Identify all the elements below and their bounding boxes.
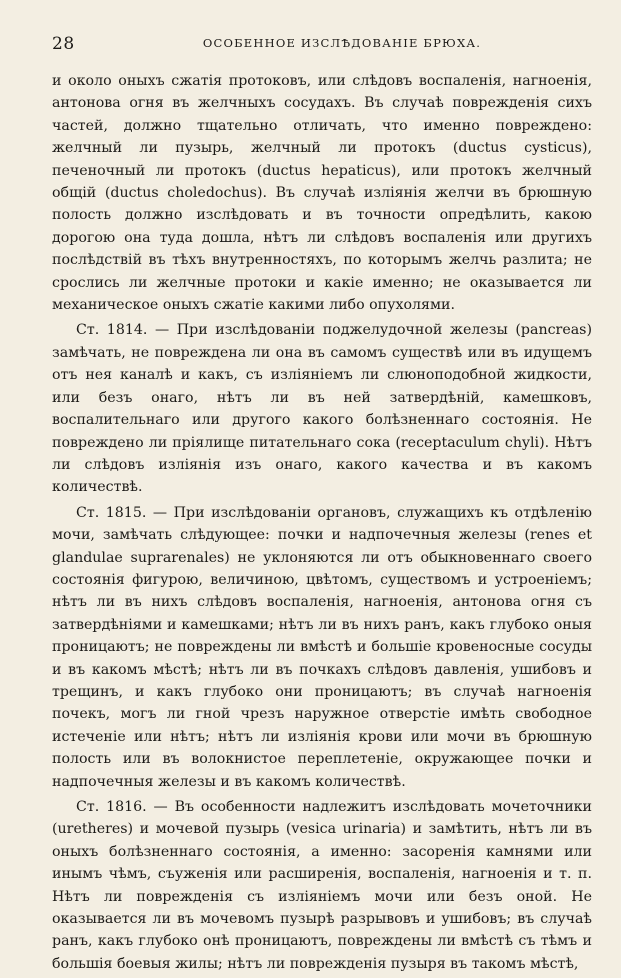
running-head: ОСОБЕННОЕ ИЗСЛѢДОВАНІЕ БРЮХА. xyxy=(202,36,482,50)
body-text xyxy=(52,70,592,975)
paragraph-article-1815: Ст. 1815. — При изслѣдованіи органовъ, служащихъ къ отдѣленію мочи, замѣчать слѣдующее: почки и надпочечныя железы (renes et glandulae suprarenales) не уклоняются ли отъ обыкновеннаго своего состоянія фигурою, величиною, цвѣтомъ, существомъ и устроеніемъ; нѣтъ ли въ нихъ слѣдовъ воспаленія, нагноенія, антонова огня съ затвердѣніями и камешками; нѣтъ ли въ нихъ ранъ, какъ глубоко оныя проницаютъ; не повреждены ли вмѣстѣ и большіе кровеносные сосуды и въ какомъ мѣстѣ; нѣтъ ли въ почкахъ слѣдовъ давленія, ушибовъ и трещинъ, и какъ глубоко они проницаютъ; въ случаѣ нагноенія почекъ, могъ ли гной чрезъ наружное отверстіе имѣть свободное истеченіе или нѣтъ; нѣтъ ли изліянія крови или мочи въ брюшную полость или въ волокнистое переплетеніе, окружающее почки и надпочечныя железы и въ какомъ количествѣ. xyxy=(52,504,592,790)
paragraph-continuation: и около оныхъ сжатія протоковъ, или слѣдовъ воспаленія, нагноенія, антонова огня въ желчныхъ сосудахъ. Въ случаѣ поврежденія сихъ частей, должно тщательно отличать, что именно повреждено: желчный ли пузырь, желчный ли протокъ (ductus cysticus), печеночный ли протокъ (ductus hepaticus), или протокъ желчный общій (ductus choledochus). Въ случаѣ изліянія желчи въ брюшную полость должно изслѣдовать и въ точности опредѣлить, какою дорогою она туда дошла, нѣтъ ли слѣдовъ воспаленія или другихъ послѣдствій въ тѣхъ внутренностяхъ, по которымъ желчь разлита; не срослись ли желчные протоки и какіе именно; не оказывается ли механическое оныхъ сжатіе какими либо опухолями. xyxy=(52,73,592,314)
page-number: 28 xyxy=(52,34,75,54)
book-page xyxy=(52,34,592,978)
paragraph-article-1814: Ст. 1814. — При изслѣдованіи поджелудочной железы (pancreas) замѣчать, не повреждена ли она въ самомъ существѣ или въ идущемъ отъ нея каналѣ и какъ, съ изліяніемъ ли слюноподобной жидкости, или безъ онаго, нѣтъ ли въ ней затвердѣній, камешковъ, воспалительнаго или другого какого болѣзненнаго состоянія. Не повреждено ли пріялище питательнаго сока (receptaculum chyli). Нѣтъ ли слѣдовъ изліянія изъ онаго, какого качества и въ какомъ количествѣ. xyxy=(52,322,592,496)
paragraph-article-1816: Ст. 1816. — Въ особенности надлежитъ изслѣдовать мочеточники (uretheres) и мочевой пузырь (vesica urinaria) и замѣтить, нѣтъ ли въ оныхъ болѣзненнаго состоянія, а именно: засоренія камнями или инымъ чѣмъ, съуженія или расширенія, воспаленія, нагноенія и т. п. Нѣтъ ли поврежденія съ изліяніемъ мочи или безъ оной. Не оказывается ли въ мочевомъ пузырѣ разрывовъ и ушибовъ; въ случаѣ ранъ, какъ глубоко онѣ проницаютъ, повреждены ли вмѣстѣ съ тѣмъ и большія боевыя жилы; нѣтъ ли поврежденія пузыря въ такомъ мѣстѣ, xyxy=(52,799,592,972)
page-header xyxy=(52,34,592,56)
